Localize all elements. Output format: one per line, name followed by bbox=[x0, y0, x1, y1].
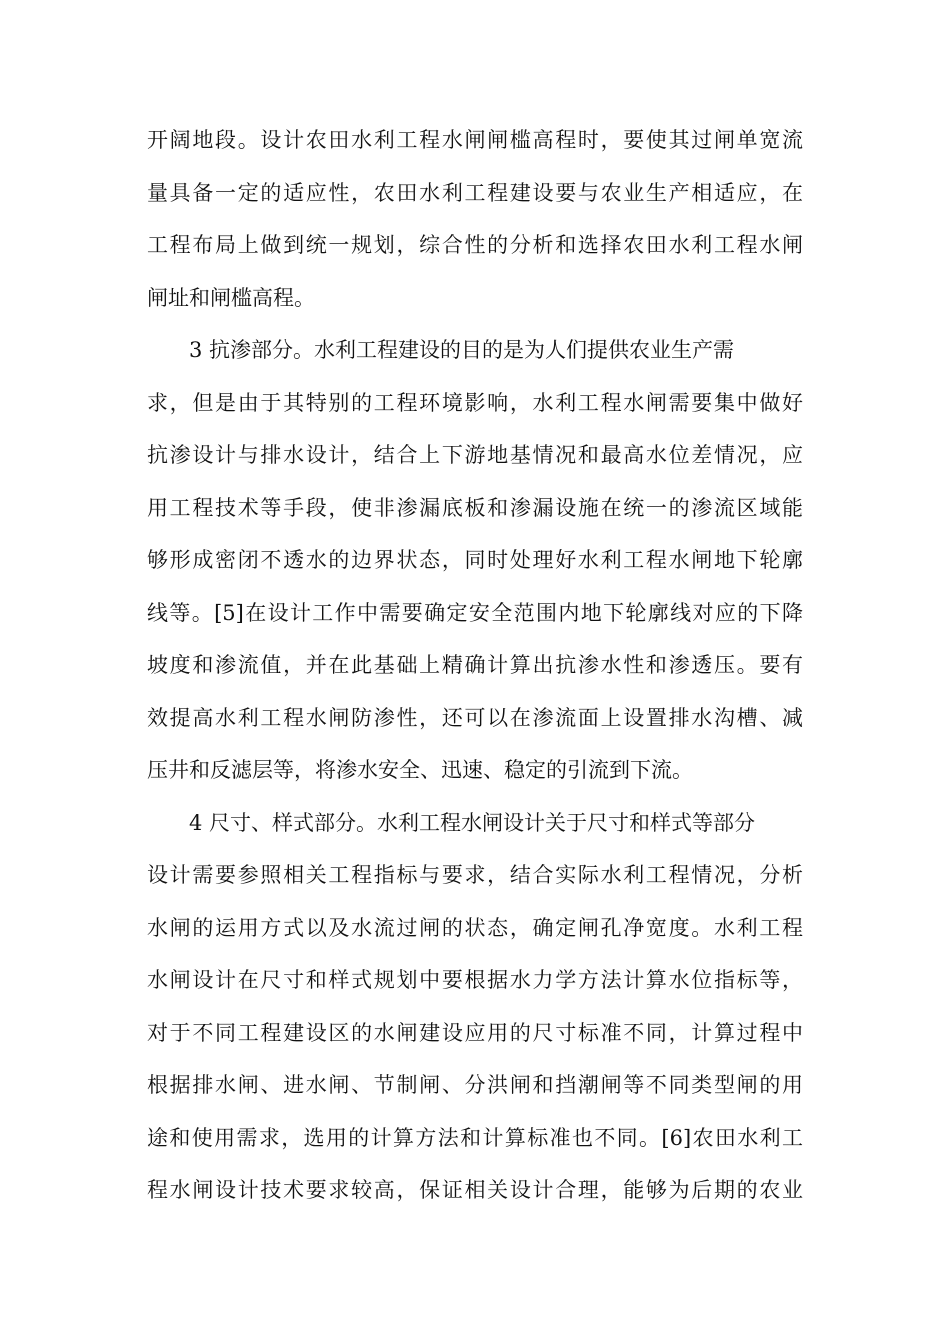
text-line: 工程布局上做到统一规划，综合性的分析和选择农田水利工程水闸 bbox=[147, 233, 803, 257]
text-line: 坡度和渗流值，并在此基础上精确计算出抗渗水性和渗透压。要有 bbox=[147, 653, 803, 677]
text-line: 效提高水利工程水闸防渗性，还可以在渗流面上设置排水沟槽、减 bbox=[147, 705, 803, 730]
text-line: 根据排水闸、进水闸、节制闸、分洪闸和挡潮闸等不同类型闸的用 bbox=[147, 1073, 803, 1097]
text-line: 闸址和闸槛高程。 bbox=[147, 285, 315, 310]
paragraph-first-line: 3 抗渗部分。水利工程建设的目的是为人们提供农业生产需 bbox=[189, 338, 735, 362]
text-line: 压井和反滤层等，将渗水安全、迅速、稳定的引流到下流。 bbox=[147, 758, 693, 782]
text-line: 开阔地段。设计农田水利工程水闸闸槛高程时，要使其过闸单宽流 bbox=[147, 128, 803, 152]
text-line: 对于不同工程建设区的水闸建设应用的尺寸标准不同，计算过程中 bbox=[147, 1020, 803, 1045]
text-line: 水闸的运用方式以及水流过闸的状态，确定闸孔净宽度。水利工程 bbox=[147, 915, 803, 940]
text-line: 量具备一定的适应性，农田水利工程建设要与农业生产相适应，在 bbox=[147, 180, 803, 205]
text-line: 水闸设计在尺寸和样式规划中要根据水力学方法计算水位指标等， bbox=[147, 968, 803, 992]
paragraph-first-line: 4 尺寸、样式部分。水利工程水闸设计关于尺寸和样式等部分 bbox=[189, 810, 756, 835]
text-line: 用工程技术等手段，使非渗漏底板和渗漏设施在统一的渗流区域能 bbox=[147, 495, 803, 520]
text-line: 设计需要参照相关工程指标与要求，结合实际水利工程情况，分析 bbox=[147, 863, 803, 887]
text-line: 程水闸设计技术要求较高，保证相关设计合理，能够为后期的农业 bbox=[147, 1178, 803, 1202]
text-line: 途和使用需求，选用的计算方法和计算标准也不同。[6]农田水利工 bbox=[147, 1125, 803, 1150]
text-line: 够形成密闭不透水的边界状态，同时处理好水利工程水闸地下轮廓 bbox=[147, 548, 803, 572]
body-text bbox=[147, 114, 803, 1217]
text-line: 线等。[5]在设计工作中需要确定安全范围内地下轮廓线对应的下降 bbox=[147, 600, 803, 625]
text-line: 求，但是由于其特别的工程环境影响，水利工程水闸需要集中做好 bbox=[147, 390, 803, 415]
text-line: 抗渗设计与排水设计，结合上下游地基情况和最高水位差情况，应 bbox=[147, 443, 803, 467]
